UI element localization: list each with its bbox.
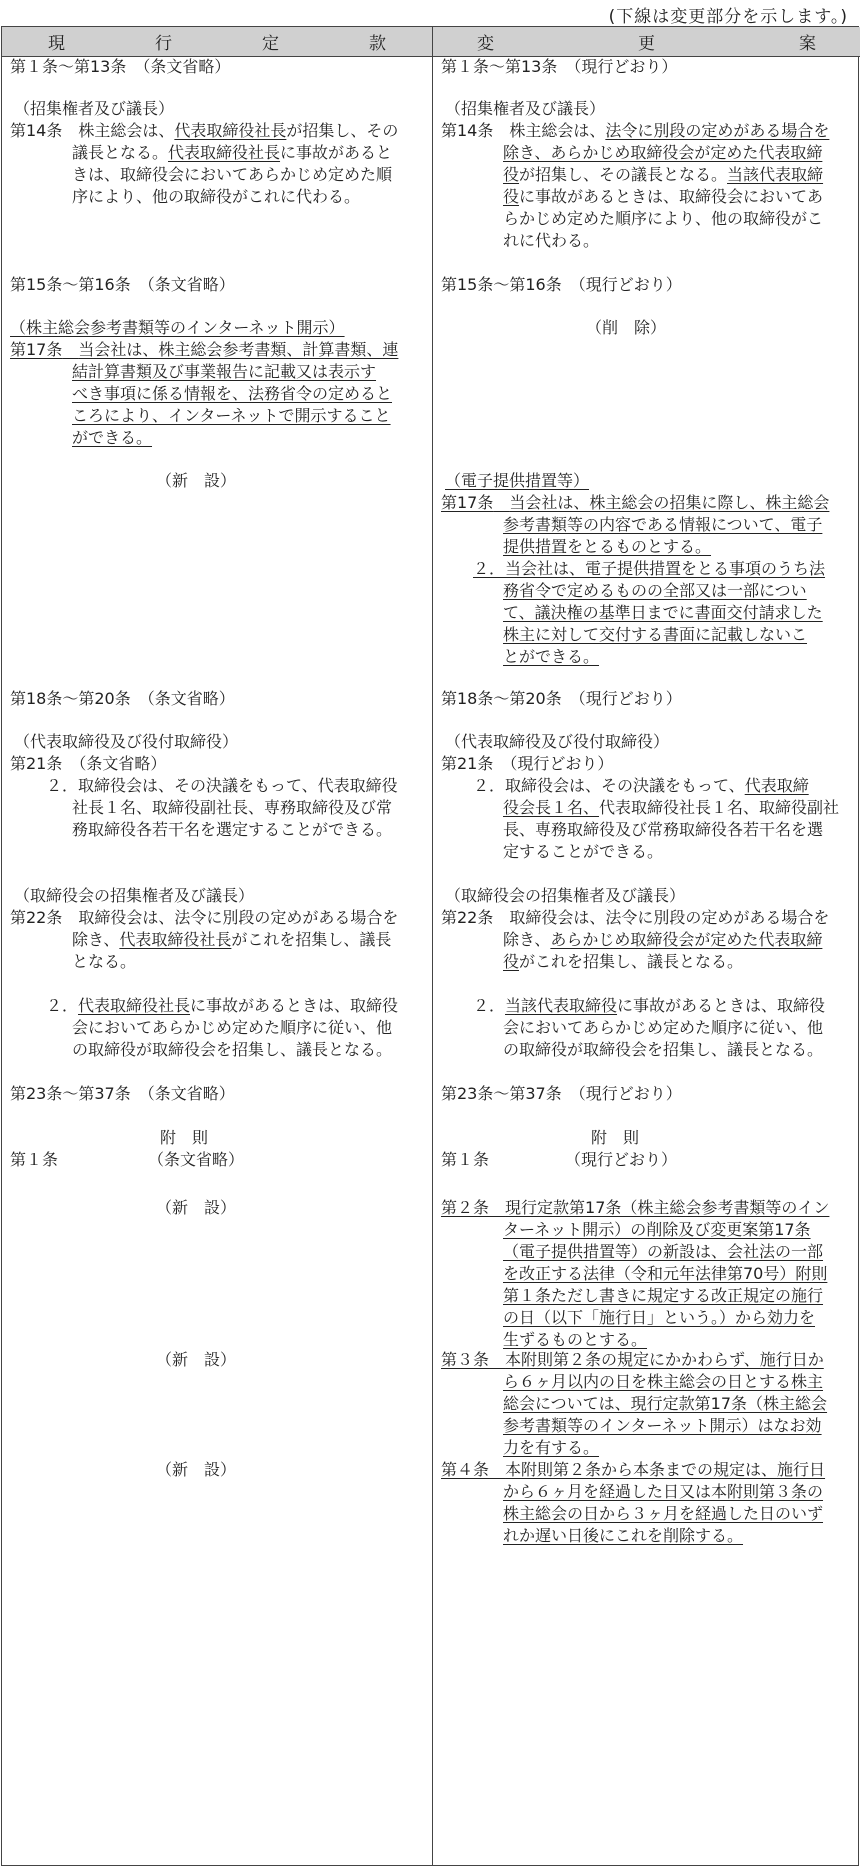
text-line: 総会については、現行定款第17条（株主総会 [503,1394,828,1413]
text-line: 役がこれを招集し、議長となる。 [503,952,744,971]
text-line: 第１条 [441,1150,490,1169]
header-char: 定 [262,34,279,54]
text-line: とができる。 [503,647,600,666]
text-line: ターネット開示）の削除及び変更案第17条 [503,1220,811,1239]
text-line: 第14条 株主総会は、法令に別段の定めがある場合を [441,121,830,140]
text-line: 第１条〜第13条 （条文省略） [10,57,231,76]
text-line: 第23条〜第37条 （条文省略） [10,1084,235,1103]
text-line: ら６ヶ月以内の日を株主総会の日とする株主 [503,1372,824,1391]
text-line: 議長となる。代表取締役社長に事故があると [72,143,393,162]
text-line: 会においてあらかじめ定めた順序に従い、他 [503,1018,824,1037]
text-line: ２．取締役会は、その決議をもって、代表取締 [473,776,809,795]
current-column [2,57,432,1865]
text-line: の取締役が取締役会を招集し、議長となる。 [503,1040,824,1059]
text-line: となる。 [72,952,137,971]
text-line: れか遅い日後にこれを削除する。 [503,1526,744,1545]
new-article-marker: （新 設） [156,1198,237,1217]
header-char: 変 [477,34,494,54]
text-line: 第23条〜第37条 （現行どおり） [441,1084,682,1103]
text-line: 役に事故があるときは、取締役会においてあ [503,187,824,206]
text-line: 第22条 取締役会は、法令に別段の定めがある場合を [10,908,399,927]
text-line: ２．当会社は、電子提供措置をとる事項のうち法 [473,559,826,578]
text-line: 除き、あらかじめ取締役会が定めた代表取締 [503,143,823,162]
change-note: (下線は変更部分を示します。) [608,7,848,27]
text-line: 生ずるものとする。 [503,1330,648,1349]
text-line: らかじめ定めた順序により、他の取締役がこ [503,209,824,228]
text-line: （代表取締役及び役付取締役） [14,732,239,751]
text-line: 提供措置をとるものとする。 [503,537,712,556]
text-line: ころにより、インターネットで開示すること [72,406,391,425]
text-line: 第17条 当会社は、株主総会参考書類、計算書類、連 [10,340,399,359]
text-line: 第２条 現行定款第17条（株主総会参考書類等のイン [441,1198,830,1217]
text-line: 務省令で定めるものの全部又は一部につい [503,581,807,600]
new-article-marker: （新 設） [156,1350,237,1369]
header-char: 現 [48,34,65,54]
text-line: 第15条〜第16条 （現行どおり） [441,275,682,294]
header-current [2,27,432,57]
text-line: 役会長１名、代表取締役社長１名、取締役副社 [503,798,840,817]
text-line: （電子提供措置等）の新設は、会社法の一部 [503,1242,824,1261]
text-line: ２．取締役会は、その決議をもって、代表取締役 [46,776,398,795]
text-line: （電子提供措置等） [445,471,590,490]
text-line: （取締役会の招集権者及び議長） [14,886,255,905]
text-line: れに代わる。 [503,231,600,250]
text-line: 第21条 （条文省略） [10,754,167,773]
text-line: 第１条ただし書きに規定する改正規定の施行 [503,1286,824,1305]
text-line: 第14条 株主総会は、代表取締役社長が招集し、その [10,121,399,140]
text-line: 除き、あらかじめ取締役会が定めた代表取締 [503,930,823,949]
text-line: の取締役が取締役会を招集し、議長となる。 [72,1040,393,1059]
text-line: （招集権者及び議長） [14,99,175,118]
header-proposed [433,27,860,57]
header-char: 行 [155,34,172,54]
text-line: 第22条 取締役会は、法令に別段の定めがある場合を [441,908,830,927]
text-line: 第15条〜第16条 （条文省略） [10,275,235,294]
text-line: 第17条 当会社は、株主総会の招集に際し、株主総会 [441,493,830,512]
header-char: 案 [799,34,816,54]
text-line: 社長１名、取締役副社長、専務取締役及び常 [72,798,393,817]
text-line: 力を有する。 [503,1438,600,1457]
text-line: 役が招集し、その議長となる。当該代表取締 [503,165,824,184]
text-line: 第18条〜第20条 （条文省略） [10,689,235,708]
text-line: 会においてあらかじめ定めた順序に従い、他 [72,1018,393,1037]
new-article-marker: （新 設） [156,1460,237,1479]
text-line: （株主総会参考書類等のインターネット開示） [10,318,345,337]
text-line: 長、専務取締役及び常務取締役各若干名を選 [503,820,824,839]
supplementary-heading: 附 則 [160,1128,209,1147]
text-line: きは、取締役会においてあらかじめ定めた順 [72,165,393,184]
header-char: 款 [369,34,386,54]
text-line: 第１条 [10,1150,59,1169]
text-line: 第４条 本附則第２条から本条までの規定は、施行日 [441,1460,826,1479]
text-line: 定することができる。 [503,842,664,861]
text-line: 第21条 （現行どおり） [441,754,614,773]
text-line: ２．代表取締役社長に事故があるときは、取締役 [46,996,399,1015]
text-line: 株主に対して交付する書面に記載しないこ [503,625,808,644]
text-line: （現行どおり） [565,1150,678,1169]
text-line: を改正する法律（令和元年法律第70号）附則 [503,1264,828,1283]
proposed-column [433,57,860,1865]
text-line: から６ヶ月を経過した日又は本附則第３条の [503,1482,824,1501]
text-line: の日（以下「施行日」という。）から効力を [503,1308,816,1327]
text-line: て、議決権の基準日までに書面交付請求した [503,603,823,622]
text-line: 第１条〜第13条 （現行どおり） [441,57,678,76]
text-line: 結計算書類及び事業報告に記載又は表示す [72,362,377,381]
header-char: 更 [638,34,655,54]
text-line: 除き、代表取締役社長がこれを招集し、議長 [72,930,392,949]
text-line: ２．当該代表取締役に事故があるときは、取締役 [473,996,826,1015]
text-line: 参考書類等のインターネット開示）はなお効 [503,1416,822,1435]
text-line: （条文省略） [148,1150,245,1169]
comparison-table [1,26,859,1866]
text-line: 第18条〜第20条 （現行どおり） [441,689,682,708]
text-line: 株主総会の日から３ヶ月を経過した日のいず [503,1504,824,1523]
text-line: （代表取締役及び役付取締役） [445,732,670,751]
text-line: 務取締役各若干名を選定することができる。 [72,820,393,839]
text-line: べき事項に係る情報を、法務省令の定めると [72,384,393,403]
deleted-marker: （削 除） [586,318,667,337]
text-line: 序により、他の取締役がこれに代わる。 [72,187,361,206]
text-line: ができる。 [72,428,153,447]
text-line: 第３条 本附則第２条の規定にかかわらず、施行日か [441,1350,824,1369]
text-line: （取締役会の招集権者及び議長） [445,886,686,905]
text-line: 参考書類等の内容である情報について、電子 [503,515,823,534]
supplementary-heading: 附 則 [591,1128,640,1147]
new-article-marker: （新 設） [156,471,237,490]
text-line: （招集権者及び議長） [445,99,606,118]
